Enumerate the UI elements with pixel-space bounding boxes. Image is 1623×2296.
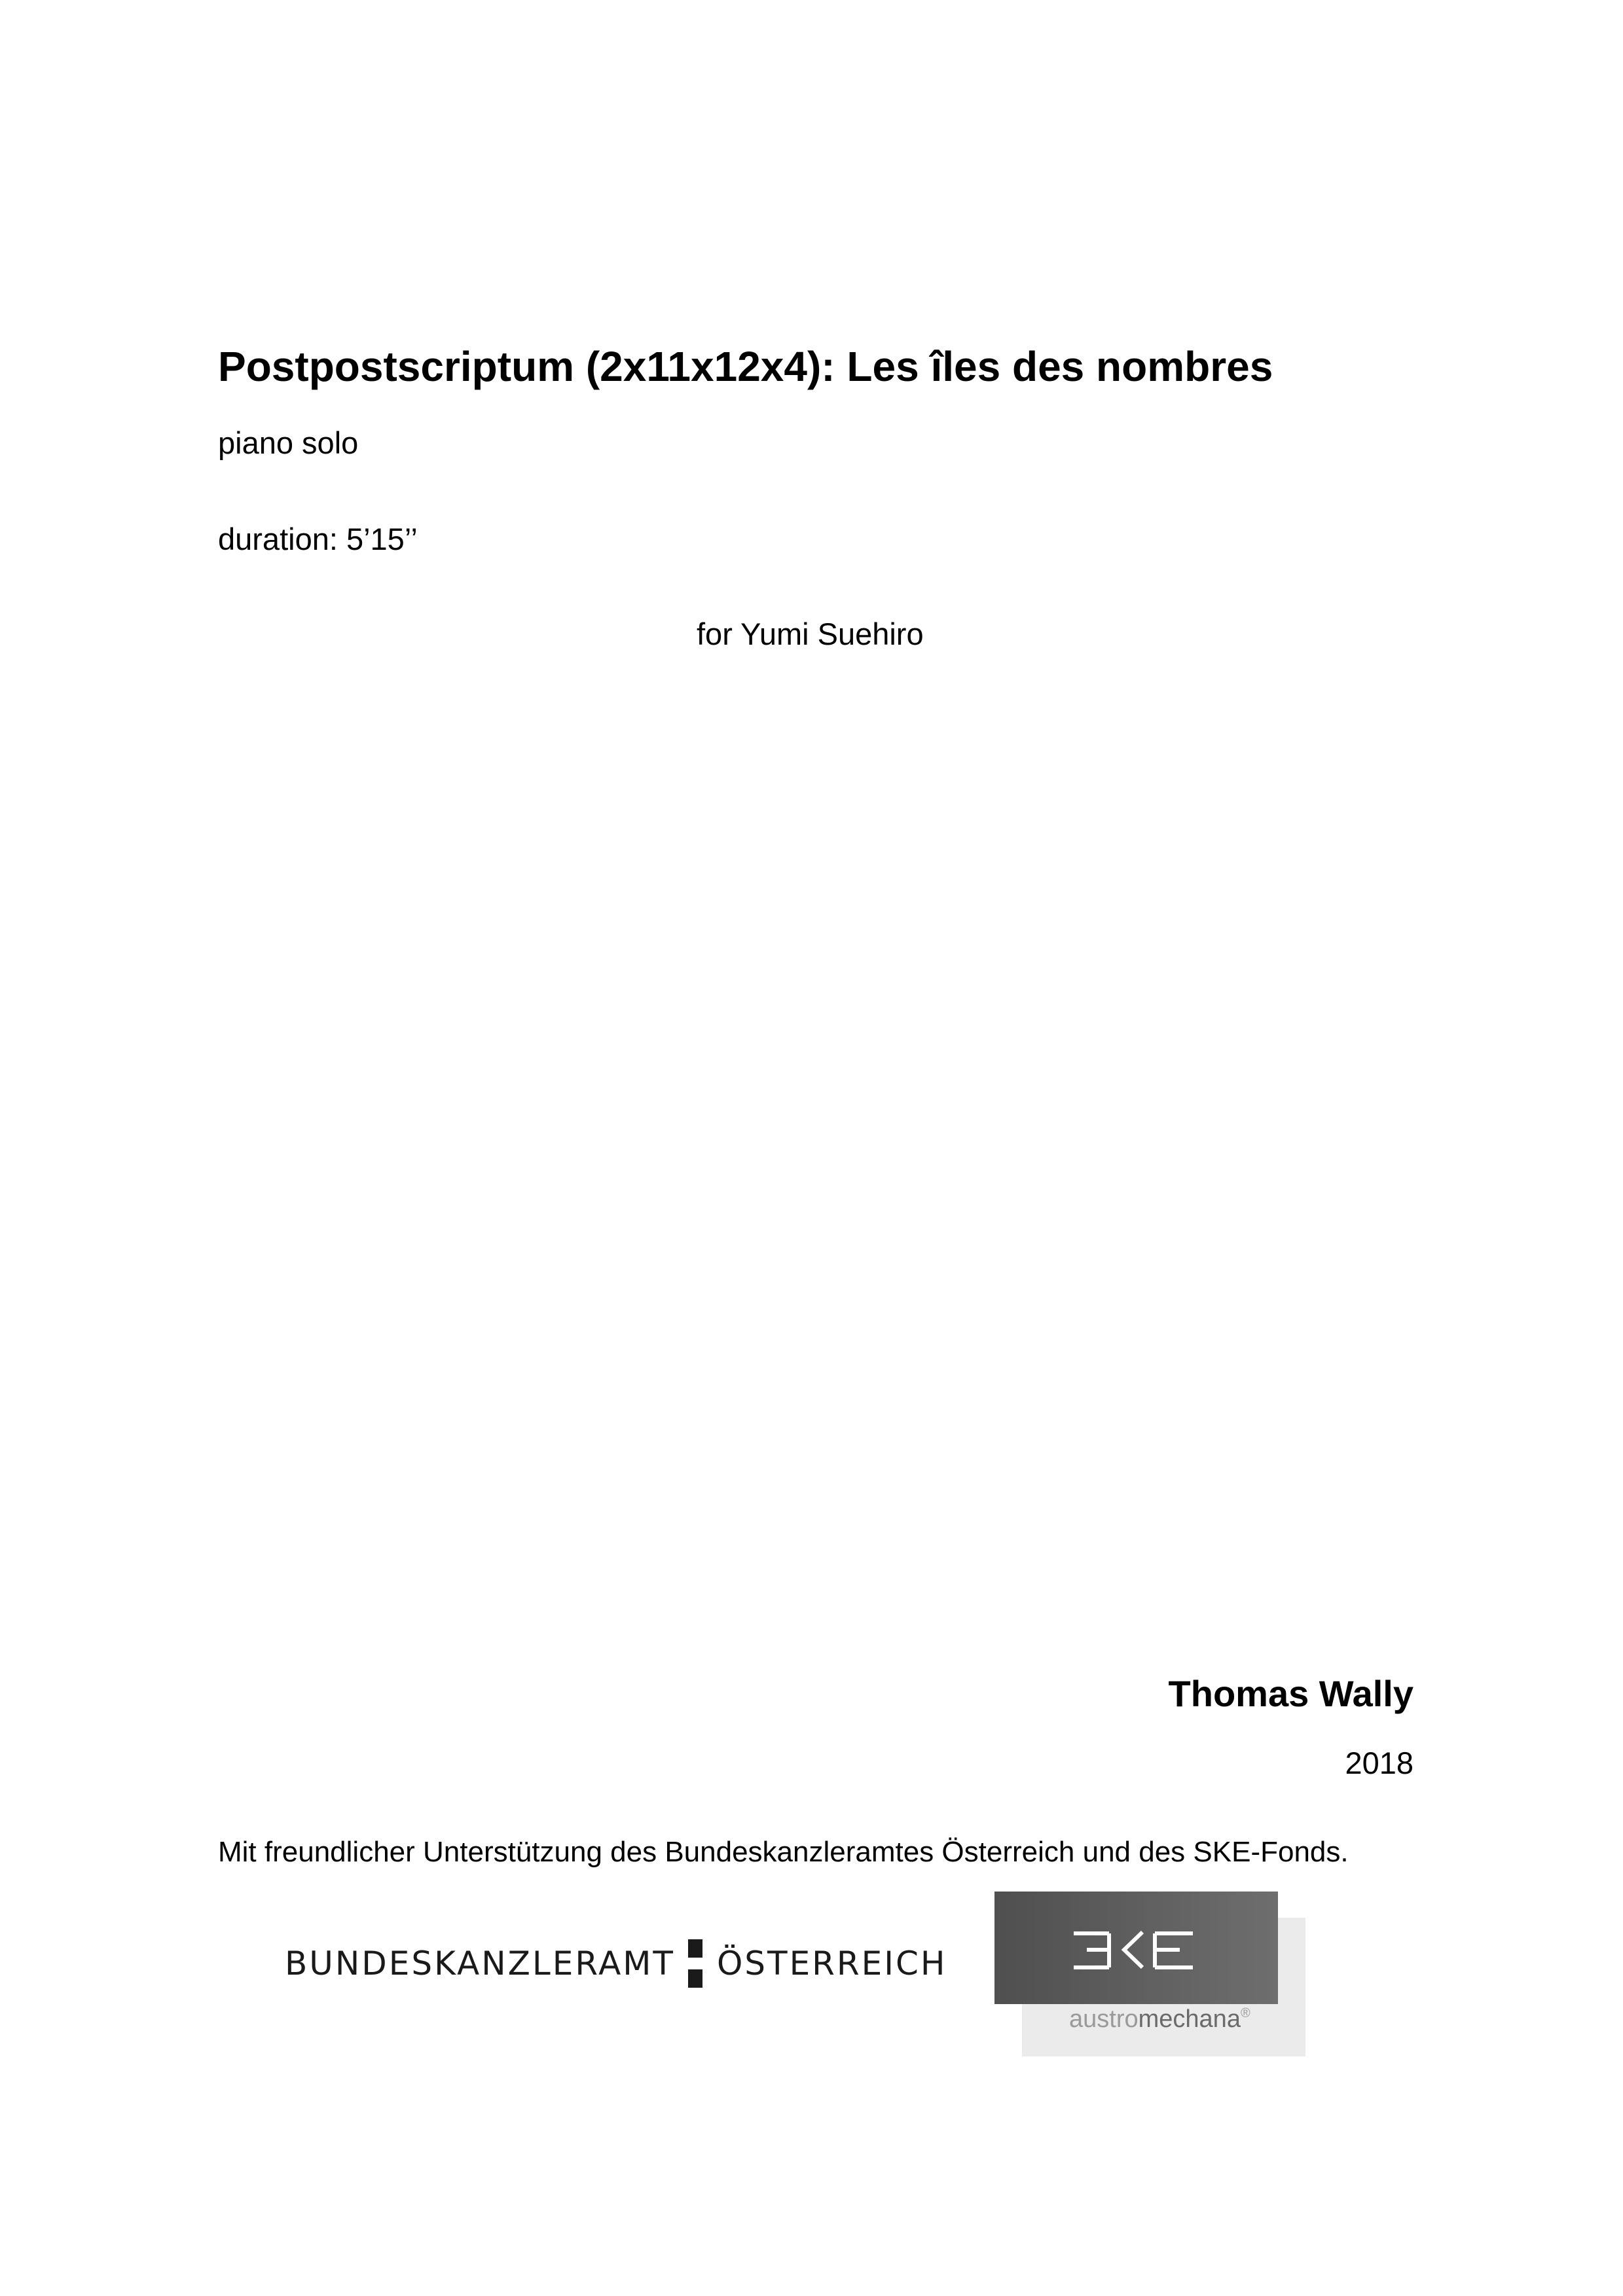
dedication: for Yumi Suehiro: [697, 617, 924, 651]
ske-logo-box: [994, 1892, 1278, 2004]
bundeskanzleramt-logo: [285, 1937, 947, 1990]
support-note: Mit freundlicher Unterstützung des Bundeskanzleramtes Österreich und des SKE-Fonds.: [218, 1836, 1349, 1868]
bka-logo-mark: [688, 1939, 702, 1988]
instrumentation: piano solo: [218, 425, 359, 460]
ske-logo-mark: [994, 1892, 1278, 2004]
ske-logo-caption: austromechana®: [1069, 2005, 1250, 2033]
duration: duration: 5’15’’: [218, 522, 418, 556]
ske-austromechana-logo: [994, 1892, 1305, 2056]
composition-year: 2018: [1345, 1746, 1413, 1780]
bka-logo-right-word: ÖSTERREICH: [716, 1945, 947, 1982]
work-title: Postpostscriptum (2x11x12x4): Les îles des nombres: [218, 343, 1273, 390]
bka-logo-left-word: BUNDESKANZLERAMT: [285, 1945, 675, 1982]
composer-name: Thomas Wally: [1168, 1673, 1413, 1714]
